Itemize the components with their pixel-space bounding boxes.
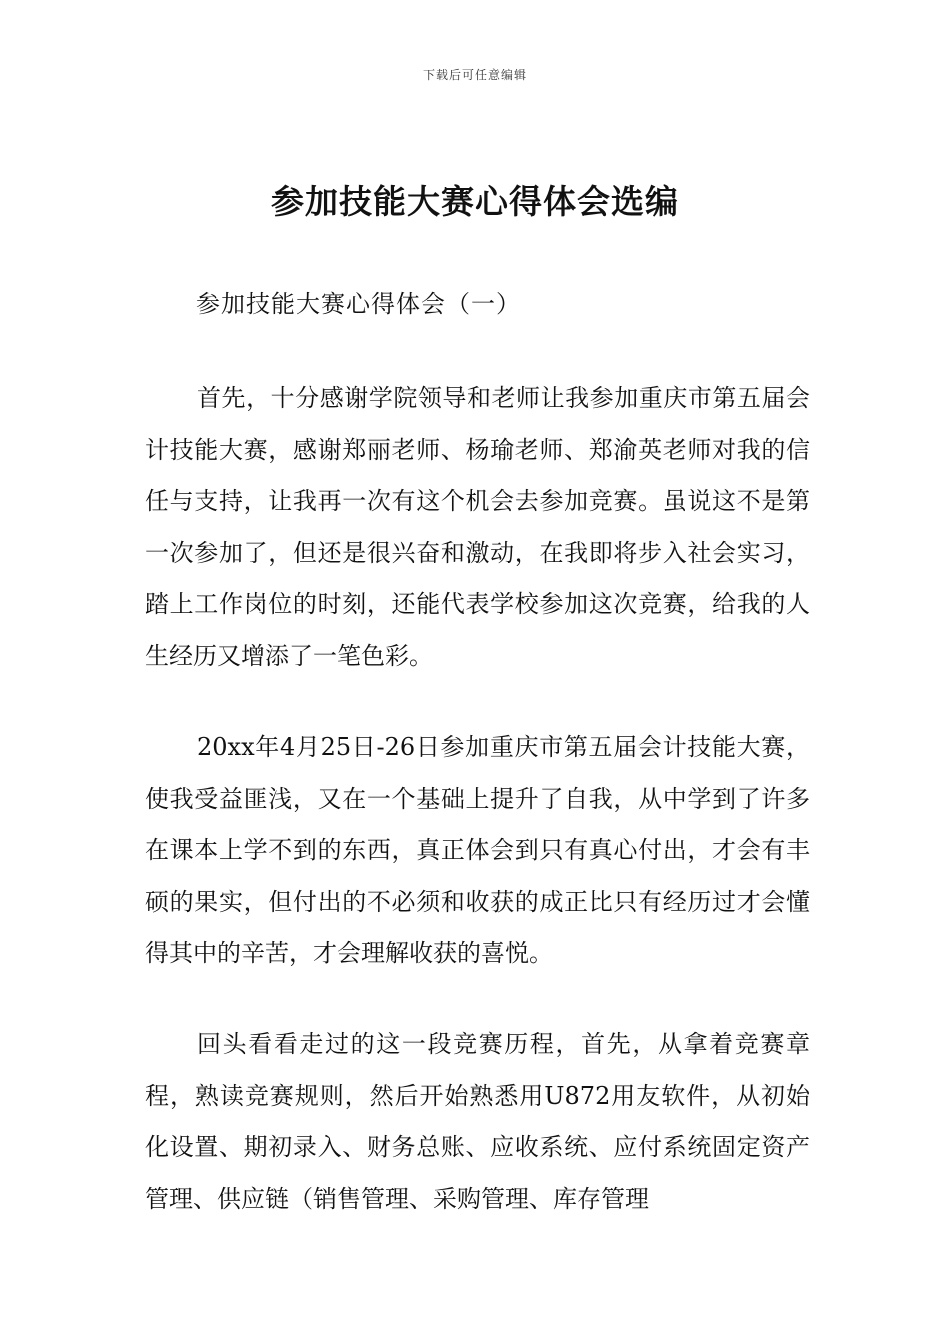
- section-subtitle: 参加技能大赛心得体会（一）: [196, 290, 521, 318]
- header-note: 下载后可任意编辑: [422, 68, 527, 82]
- document-title: 参加技能大赛心得体会选编: [271, 182, 679, 221]
- paragraph: 20xx年4月25日-26日参加重庆市第五届会计技能大赛，使我受益匪浅，又在一个基础上提升了自我，从中学到了许多在课本上学不到的东西，真正体会到只有真心付出，才会有丰硕的果实，但付出的不必须和收获的成正比只有经历过才会懂得其中的辛苦，才会理解收获的喜悦。: [145, 733, 810, 967]
- paragraph: 回头看看走过的这一段竞赛历程，首先，从拿着竞赛章程，熟读竞赛规则，然后开始熟悉用U872用友软件，从初始化设置、期初录入、财务总账、应收系统、应付系统固定资产管理、供应链（销售管理、采购管理、库存管理: [145, 1030, 810, 1213]
- paragraph: 首先，十分感谢学院领导和老师让我参加重庆市第五届会计技能大赛，感谢郑丽老师、杨瑜老师、郑渝英老师对我的信任与支持，让我再一次有这个机会去参加竞赛。虽说这不是第一次参加了，但还是很兴奋和激动，在我即将步入社会实习，踏上工作岗位的时刻，还能代表学校参加这次竞赛，给我的人生经历又增添了一笔色彩。: [145, 384, 810, 670]
